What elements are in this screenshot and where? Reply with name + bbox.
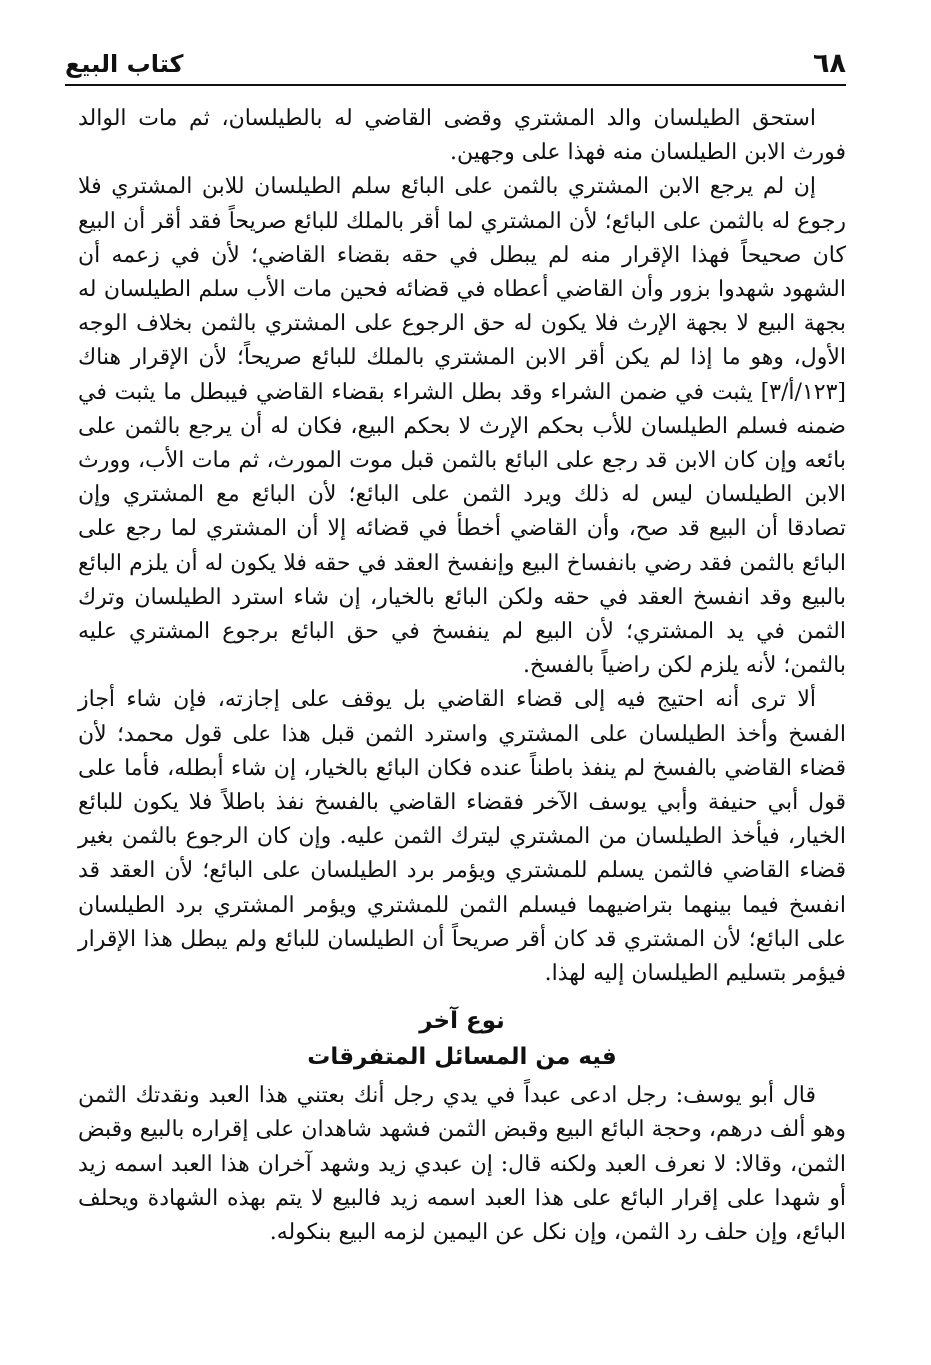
section-subheading: فيه من المسائل المتفرقات <box>307 1044 617 1071</box>
section-heading: نوع آخر <box>419 1008 505 1035</box>
paragraph: ألا ترى أنه احتيج فيه إلى قضاء القاضي بل يوقف على إجازته، فإن شاء أجاز الفسخ وأخذ الطيلسان على المشتري واسترد الثمن قبل هذا على قول محمد؛ لأن قضاء القاضي بالفسخ لم ينفذ باطناً عنده فكان البائع بالخيار، إن شاء أبطله، فأما على قول أبي حنيفة وأبي يوسف الآخر فقضاء القاضي بالفسخ نفذ باطلاً فلا يكون للبائع الخيار، فيأخذ الطيلسان من المشتري ليترك الثمن عليه. وإن كان الرجوع بالثمن بغير قضاء القاضي فالثمن يسلم للمشتري ويؤمر برد الطيلسان على البائع؛ لأن العقد قد انفسخ فيما بينهما بتراضيهما فيسلم الثمن للمشتري ويؤمر المشتري برد الطيلسان على البائع؛ لأن المشتري قد كان أقر صريحاً أن الطيلسان للبائع ولم يبطل هذا الإقرار فيؤمر بتسليم الطيلسان إليه لهذا. <box>78 687 846 987</box>
page-number: ٦٨ <box>813 48 846 79</box>
closing-paragraph: قال أبو يوسف: رجل ادعى عبداً في يدي رجل أنك بعتني هذا العبد ونقدتك الثمن وهو ألف درهم، وحجة البائع البيع وقبض الثمن فشهد شاهدان على إقراره بالبيع وقبض الثمن، وقالا: لا نعرف العبد ولكنه قال: إن عبدي زيد وشهد آخران هذا العبد اسمه زيد أو شهدا على إقرار البائع على هذا العبد اسمه زيد فالبيع لا يتم بهذه الشهادة ويحلف البائع، وإن حلف رد الثمن، وإن نكل عن اليمين لزمه البيع بنكوله. <box>78 1083 846 1246</box>
running-title: كتاب البيع <box>65 50 184 78</box>
page-header <box>65 44 846 86</box>
paragraph: استحق الطيلسان والد المشتري وقضى القاضي له بالطيلسان، ثم مات الوالد فورث الابن الطيلسان منه فهذا على وجهين. <box>78 106 846 166</box>
paragraph: إن لم يرجع الابن المشتري بالثمن على البائع سلم الطيلسان للابن المشتري فلا رجوع له بالثمن على البائع؛ لأن المشتري لما أقر بالملك للبائع صريحاً فقد أقر أن البيع كان صحيحاً فهذا الإقرار منه لم يبطل في حقه بقضاء القاضي؛ لأن في زعمه أن الشهود شهدوا بزور وأن القاضي أعطاه في قضائه فحين مات الأب سلم الطيلسان له بجهة البيع لا بجهة الإرث فلا يكون له حق الرجوع على المشتري بالثمن بخلاف الوجه الأول، وهو ما إذا لم يكن أقر الابن المشتري بالملك للبائع صريحاً؛ لأن الإقرار هناك [١٢٣/أ/٣] يثبت في ضمن الشراء وقد بطل الشراء بقضاء القاضي فيبطل ما يثبت في ضمنه فسلم الطيلسان للأب بحكم الإرث لا بحكم البيع، فكان له أن يرجع بالثمن على بائعه وإن كان الابن قد رجع على البائع بالثمن قبل موت المورث، ثم مات الأب، وورث الابن الطيلسان ليس له ذلك ويرد الثمن على البائع؛ لأن البائع مع المشتري وإن تصادقا أن البيع قد صح، وأن القاضي أخطأ في قضائه إلا أن المشتري لما رجع على البائع بالثمن فقد رضي بانفساخ البيع وإنفسخ العقد في حقه فلا يكون له أن يلزم البائع بالبيع وقد انفسخ العقد في حقه ولكن البائع بالخيار، إن شاء استرد الطيلسان وترك الثمن في يد المشتري؛ لأن البيع لم ينفسخ في حق البائع برجوع المشتري عليه بالثمن؛ لأنه يلزم لكن راضياً بالفسخ. <box>78 174 846 679</box>
body-text <box>78 102 846 1250</box>
